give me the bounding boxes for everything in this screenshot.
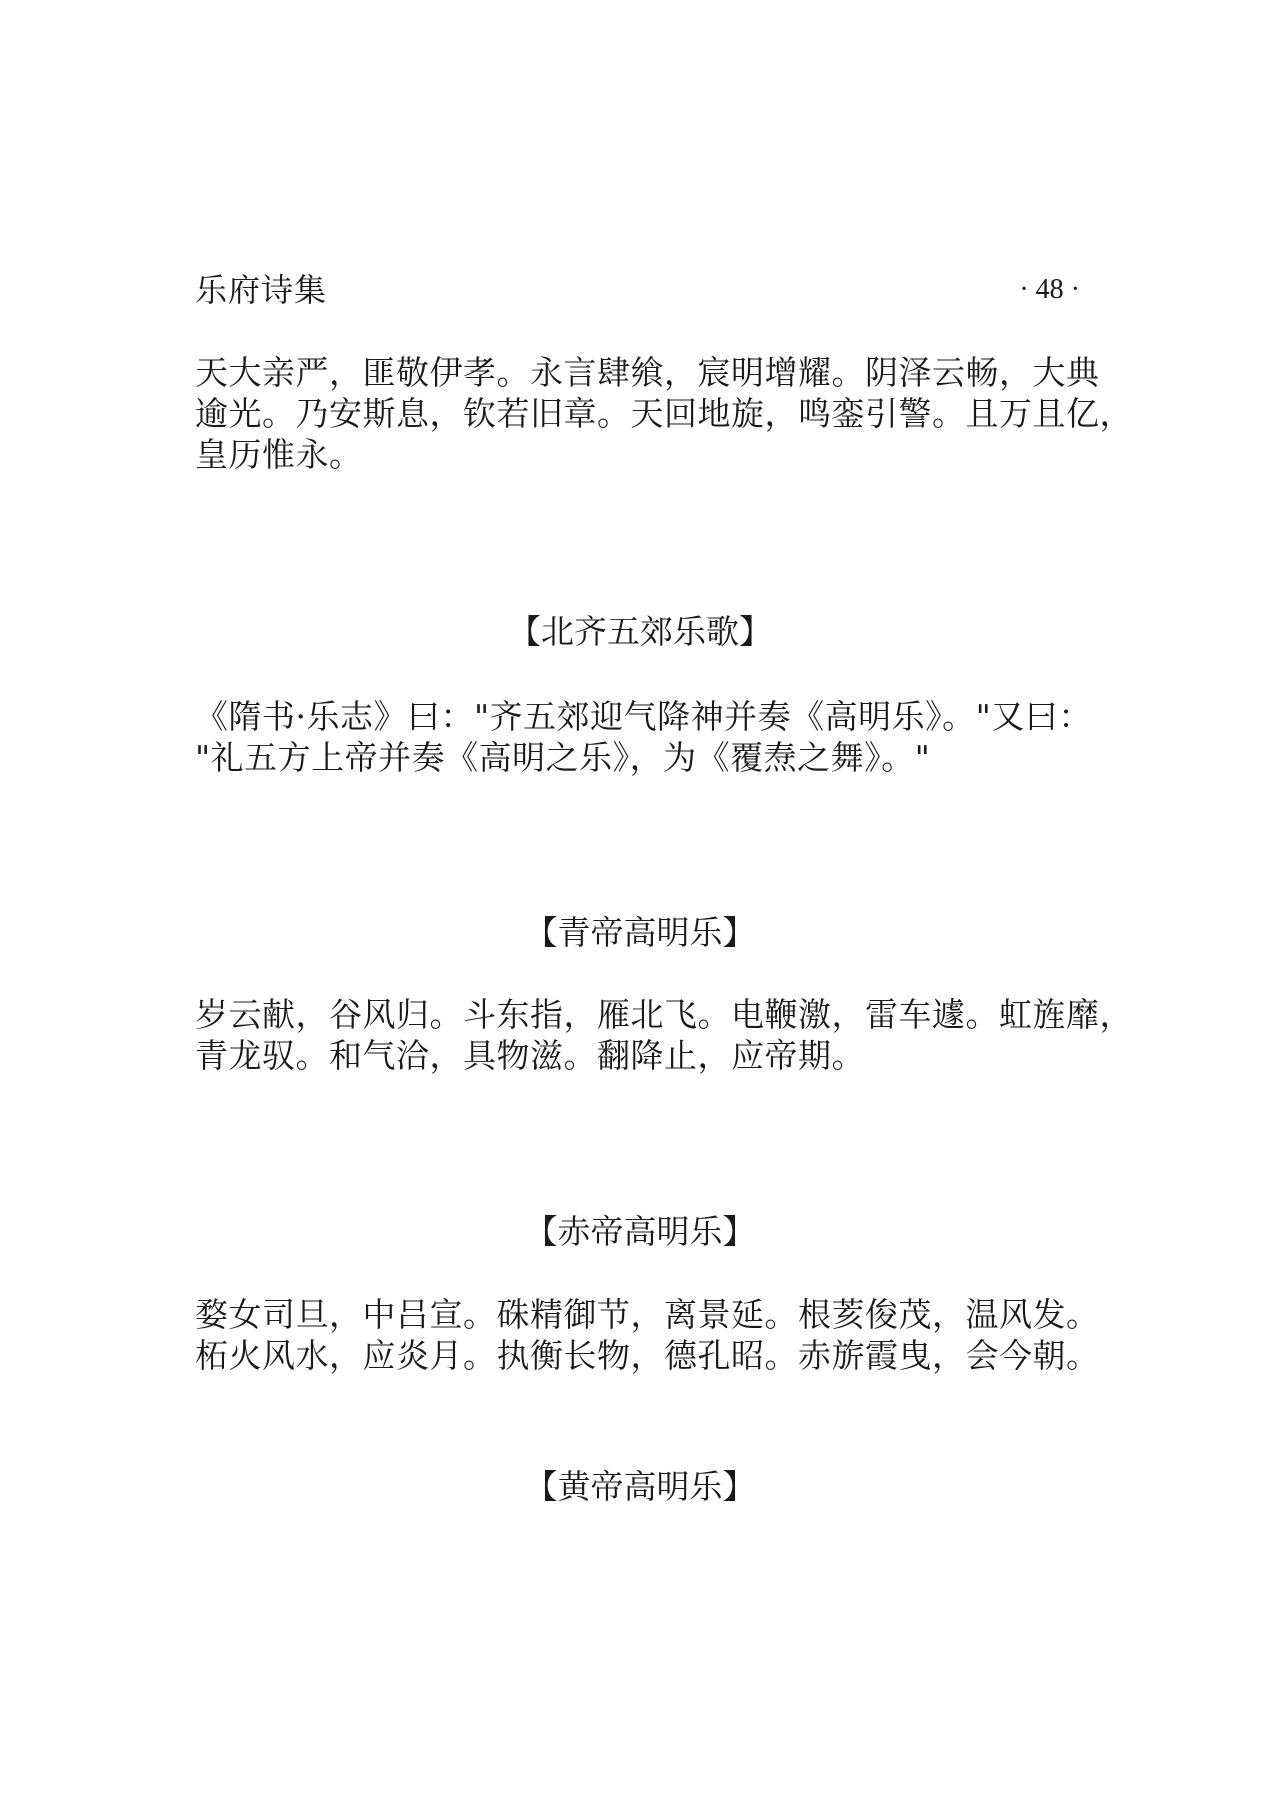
text-line: 青龙驭。和气洽，具物滋。翻降止，应帝期。: [195, 1036, 865, 1075]
poem-paragraph: [195, 352, 1133, 475]
text-line: "礼五方上帝并奏《高明之乐》，为《覆焘之舞》。": [195, 738, 931, 777]
section-heading: 【赤帝高明乐】: [524, 1212, 756, 1251]
page-number: · 48 ·: [1019, 274, 1080, 305]
text-line: 婺女司旦，中吕宣。硃精御节，离景延。根荄俊茂，温风发。: [195, 1295, 1100, 1334]
section-heading: 【黄帝高明乐】: [524, 1467, 756, 1506]
poem-paragraph: [195, 994, 1133, 1076]
poem-paragraph: [195, 1294, 1105, 1376]
text-line: 《隋书·乐志》曰："齐五郊迎气降神并奏《高明乐》。"又曰：: [195, 697, 1092, 736]
book-title: 乐府诗集: [195, 271, 328, 309]
text-line: 柘火风水，应炎月。执衡长物，德孔昭。赤旂霞曳，会今朝。: [195, 1336, 1100, 1375]
text-line: 天大亲严，匪敬伊孝。永言肆飨，宸明增耀。阴泽云畅，大典: [195, 353, 1100, 392]
section-heading: 【青帝高明乐】: [524, 913, 756, 952]
text-line: 皇历惟永。: [195, 435, 363, 474]
running-head: [195, 268, 1080, 312]
section-heading: 【北齐五郊乐歌】: [508, 612, 772, 651]
source-note-paragraph: [195, 696, 1105, 778]
text-line: 岁云献，谷风归。斗东指，雁北飞。电鞭激，雷车遽。虹旌靡，: [195, 995, 1133, 1034]
text-line: 逾光。乃安斯息，钦若旧章。天回地旋，鸣銮引警。且万且亿，: [195, 394, 1133, 433]
